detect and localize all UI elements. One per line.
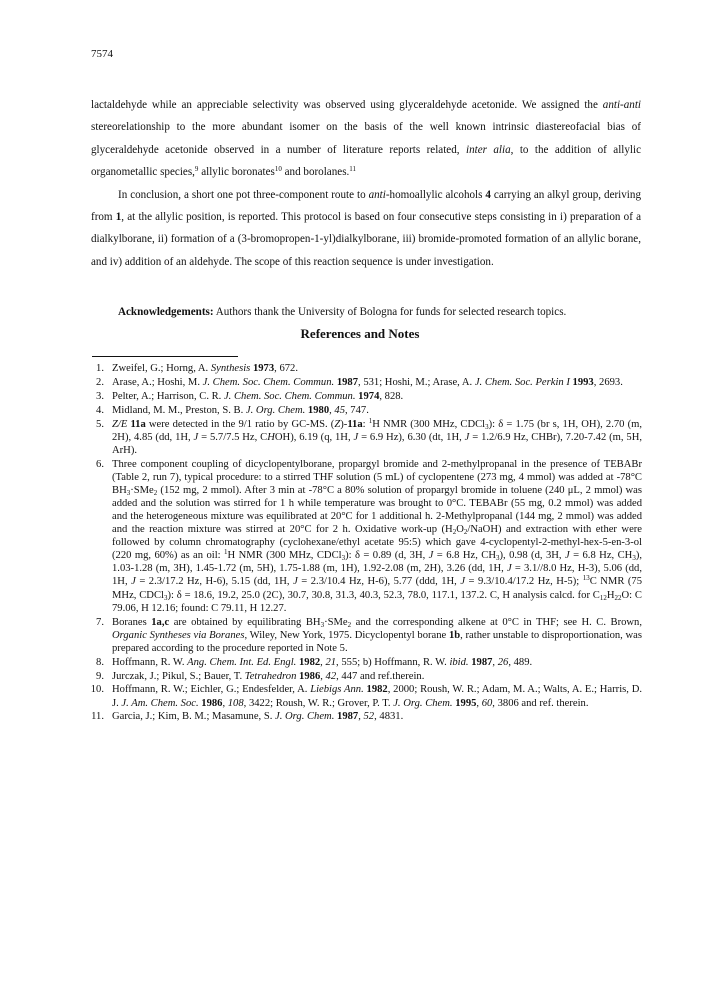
reference-text: Arase, A.; Hoshi, M. J. Chem. Soc. Chem. Commun. 1987, 531; Hoshi, M.; Arase, A. J. Chem. Soc. Perkin I 1993, 2693. xyxy=(112,376,623,388)
reference-text: Hoffmann, R. W. Ang. Chem. Int. Ed. Engl. 1982, 21, 555; b) Hoffmann, R. W. ibid. 1987, 26, 489. xyxy=(112,656,533,668)
reference-number: 5. xyxy=(96,418,104,430)
references-list xyxy=(82,362,642,724)
reference-item xyxy=(82,616,642,655)
paragraph-2: In conclusion, a short one pot three-component route to anti-homoallylic alcohols 4 carrying an alkyl group, deriving from 1, at the allylic position, is reported. This protocol is based on four consecutive steps consisting in i) preparation of a dialkylborane, ii) formation of a (3-bromopropen-1-yl)dialkylborane, iii) bromide-promoted formation of an allylic borane, and iv) addition of an aldehyde. The scope of this reaction sequence is under investigation. xyxy=(91,188,641,268)
reference-number: 1. xyxy=(96,363,104,374)
references-heading: References and Notes xyxy=(300,326,420,341)
footnote-rule xyxy=(92,356,238,357)
reference-text: Garcia, J.; Kim, B. M.; Masamune, S. J. Org. Chem. 1987, 52, 4831. xyxy=(112,711,404,723)
reference-item xyxy=(82,390,642,403)
reference-item xyxy=(82,683,642,709)
reference-number: 2. xyxy=(96,376,104,388)
reference-number: 6. xyxy=(96,458,104,470)
reference-number: 7. xyxy=(96,616,104,628)
reference-item xyxy=(82,404,642,417)
page-number: 7574 xyxy=(91,48,113,60)
reference-text: Zweifel, G.; Horng, A. Synthesis 1973, 672. xyxy=(112,363,298,374)
paragraph-1: lactaldehyde while an appreciable selectivity was observed using glyceraldehyde acetonide. We assigned the anti-anti stereorelationship to the more abundant isomer on the basis of the well known intrinsic diastereofacial bias of glyceraldehyde acetonide observed in a number of literature reports related, inter alia, to the addition of allylic organometallic species,$^9$ allylic boronates$^{10}$ and borolanes.$^{11}$ xyxy=(91,99,641,179)
reference-number: 10. xyxy=(90,684,104,696)
reference-number: 4. xyxy=(96,404,104,416)
reference-text: Jurczak, J.; Pikul, S.; Bauer, T. Tetrahedron 1986, 42, 447 and ref.therein. xyxy=(112,670,425,682)
acknowledgements-label: Acknowledgements: xyxy=(118,306,214,318)
acknowledgements-text: Authors thank the University of Bologna for funds for selected research topics. xyxy=(213,306,567,318)
acknowledgements xyxy=(118,306,566,318)
reference-text: Midland, M. M., Preston, S. B. J. Org. Chem. 1980, 45, 747. xyxy=(112,404,369,416)
reference-item xyxy=(82,376,642,389)
reference-number: 3. xyxy=(96,390,104,402)
reference-item xyxy=(82,458,642,615)
reference-text: Z/E 11a were detected in the 9/1 ratio by GC-MS. (Z)-11a: $^1$H NMR (300 MHz, CDCl$_3$): δ = 1.75 (br s, 1H, OH), 2.70 (m, 2H), 4.85 (dd, 1H, J = 5.7/7.5 Hz, CHOH), 6.19 (q, 1H, J = 6.9 Hz), 6.30 (dt, 1H, J = 1.2/6.9 Hz, CHBr), 7.20-7.42 (m, 5H, ArH). xyxy=(112,416,643,456)
reference-number: 9. xyxy=(96,670,104,682)
reference-text: Pelter, A.; Harrison, C. R. J. Chem. Soc. Chem. Commun. 1974, 828. xyxy=(112,390,404,402)
reference-number: 11. xyxy=(91,711,104,723)
reference-text: Boranes 1a,c are obtained by equilibrating $BH_3\cdot SMe_2$ and the corresponding alkene at 0°C in THF; see H. C. Brown, Organic Syntheses via Boranes, Wiley, New York, 1975. Dicyclopentyl borane 1b, rather unstable to disproportionation, was prepared according to the procedure reported in Note 5. xyxy=(112,616,642,654)
reference-item xyxy=(82,656,642,669)
reference-item xyxy=(82,362,642,375)
reference-text: Three component coupling of dicyclopentylborane, propargyl bromide and 2-methylpropanal in the presence of TEBABr (Table 2, run 7), typical procedure: to a stirred THF solution (5 mL) of cyclopentene (273 mg, 4 mmol) was added at -78°C $BH_3\cdot SMe_2$ (152 mg, 2 mmol). After 3 min at -78°C a 80% solution of propargyl bromide in toluene (240 μL, 2 mmol) was added and the solution was stirred for 1 h while temperature was brought to 0°C. TEBABr (55 mg, 0.2 mmol) was added and the heterogeneous mixture was equilibrated at 20°C for 1 additional h. 2-Methylpropanal (144 mg, 2 mmol) was added and the reaction mixture was stirred at 20°C for 2 h. Oxidative work-up $(H_2O_2/NaOH)$ and extraction with ether were followed by column chromatography (cyclohexane/ethyl acetate 95:5) which gave 4-cyclopentyl-2-methyl-hex-5-en-3-ol (220 mg, 60%) as an oil: $^1$H NMR (300 MHz, CDCl$_3$): δ = 0.89 (d, 3H, J = 6.8 Hz, $CH_3$), 0.98 (d, 3H, J = 6.8 Hz, $CH_3$), 1.03-1.28 (m, 3H), 1.45-1.72 (m, 5H), 1.75-1.88 (m, 1H), 1.92-2.08 (m, 2H), 3.26 (dd, 1H, J = 3.1//8.0 Hz, H-3), 5.06 (dd, 1H, J = 2.3/17.2 Hz, H-6), 5.15 (dd, 1H, J = 2.3/10.4 Hz, H-6), 5.77 (ddd, 1H, J = 9.3/10.4/17.2 Hz, H-5); $^{13}$C NMR (75 MHz, CDCl$_3$): δ = 18.6, 19.2, 25.0 (2C), 30.7, 30.8, 31.3, 40.3, 52.3, 78.0, 117.1, 137.2. C, H analysis calcd. for $C_{12}H_{22}O$: C 79.06, H 12.16; found: C 79.11, H 12.27. xyxy=(112,458,643,614)
reference-number: 8. xyxy=(96,656,104,668)
reference-item xyxy=(82,418,642,457)
body-text xyxy=(91,94,641,273)
reference-item xyxy=(82,670,642,683)
reference-text: Hoffmann, R. W.; Eichler, G.; Endesfelder, A. Liebigs Ann. 1982, 2000; Roush, W. R.; Adam, M. A.; Walts, A. E.; Harris, D. J. J. Am. Chem. Soc. 1986, 108, 3422; Roush, W. R.; Grover, P. T. J. Org. Chem. 1995, 60, 3806 and ref. therein. xyxy=(112,684,642,709)
reference-item xyxy=(82,710,642,723)
